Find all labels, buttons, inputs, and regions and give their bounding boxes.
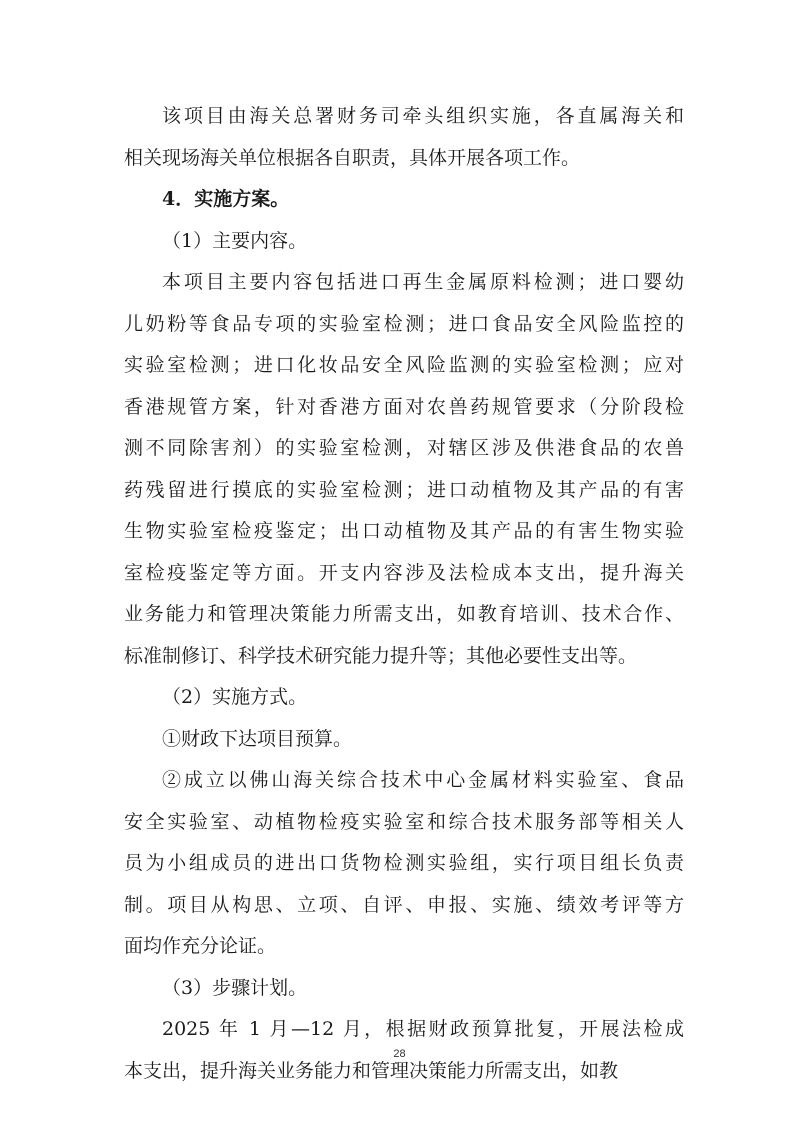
text-line: 该项目由海关总署财务司牵头组织实施，各直属海关和 [162, 105, 684, 127]
paragraph [124, 262, 684, 677]
text-line: 本项目主要内容包括进口再生金属原料检测；进口婴幼 [162, 271, 684, 293]
paragraph [124, 221, 684, 263]
text-line: ②成立以佛山海关综合技术中心金属材料实验室、食品 [162, 769, 684, 791]
section-heading [124, 179, 684, 221]
text-line: 业务能力和管理决策能力所需支出，如教育培训、技术合作、 [124, 603, 684, 625]
text-line: 标准制修订、科学技术研究能力提升等；其他必要性支出等。 [124, 644, 638, 667]
text-line: （2）实施方式。 [162, 686, 308, 708]
paragraph [124, 968, 684, 1010]
text-line: 儿奶粉等食品专项的实验室检测；进口食品安全风险监控的 [124, 312, 684, 335]
text-line: 本支出，提升海关业务能力和管理决策能力所需支出，如教 [124, 1059, 619, 1082]
text-line: 制。项目从构思、立项、自评、申报、实施、绩效考评等方 [124, 893, 684, 916]
text-line: 测不同除害剂）的实验室检测，对辖区涉及供港食品的农兽 [124, 437, 684, 459]
text-line: 员为小组成员的进出口货物检测实验组，实行项目组长负责 [124, 852, 684, 874]
text-line: 生物实验室检疫鉴定；出口动植物及其产品的有害生物实验 [124, 520, 684, 542]
text-line: 香港规管方案，针对香港方面对农兽药规管要求（分阶段检 [124, 395, 684, 418]
body-text [124, 96, 684, 1092]
text-line: ①财政下达项目预算。 [162, 727, 353, 750]
text-line: 室检疫鉴定等方面。开支内容涉及法检成本支出，提升海关 [124, 561, 684, 584]
text-line: 面均作充分论证。 [124, 935, 277, 957]
text-line: 安全实验室、动植物检疫实验室和综合技术服务部等相关人 [124, 810, 684, 833]
text-line: 2025 年 1 月—12 月，根据财政预算批复，开展法检成 [162, 1018, 684, 1040]
page-number: 28 [393, 1048, 406, 1060]
text-line: 实验室检测；进口化妆品安全风险监测的实验室检测；应对 [124, 354, 684, 376]
text-line: 相关现场海关单位根据各自职责，具体开展各项工作。 [124, 146, 581, 169]
paragraph [124, 719, 684, 761]
paragraph [124, 760, 684, 968]
text-line: 药残留进行摸底的实验室检测；进口动植物及其产品的有害 [124, 478, 684, 501]
text-line: （1）主要内容。 [162, 229, 308, 252]
paragraph [124, 677, 684, 719]
text-line: （3）步骤计划。 [162, 976, 308, 999]
paragraph [124, 96, 684, 179]
text-line: 4．实施方案。 [162, 188, 290, 210]
